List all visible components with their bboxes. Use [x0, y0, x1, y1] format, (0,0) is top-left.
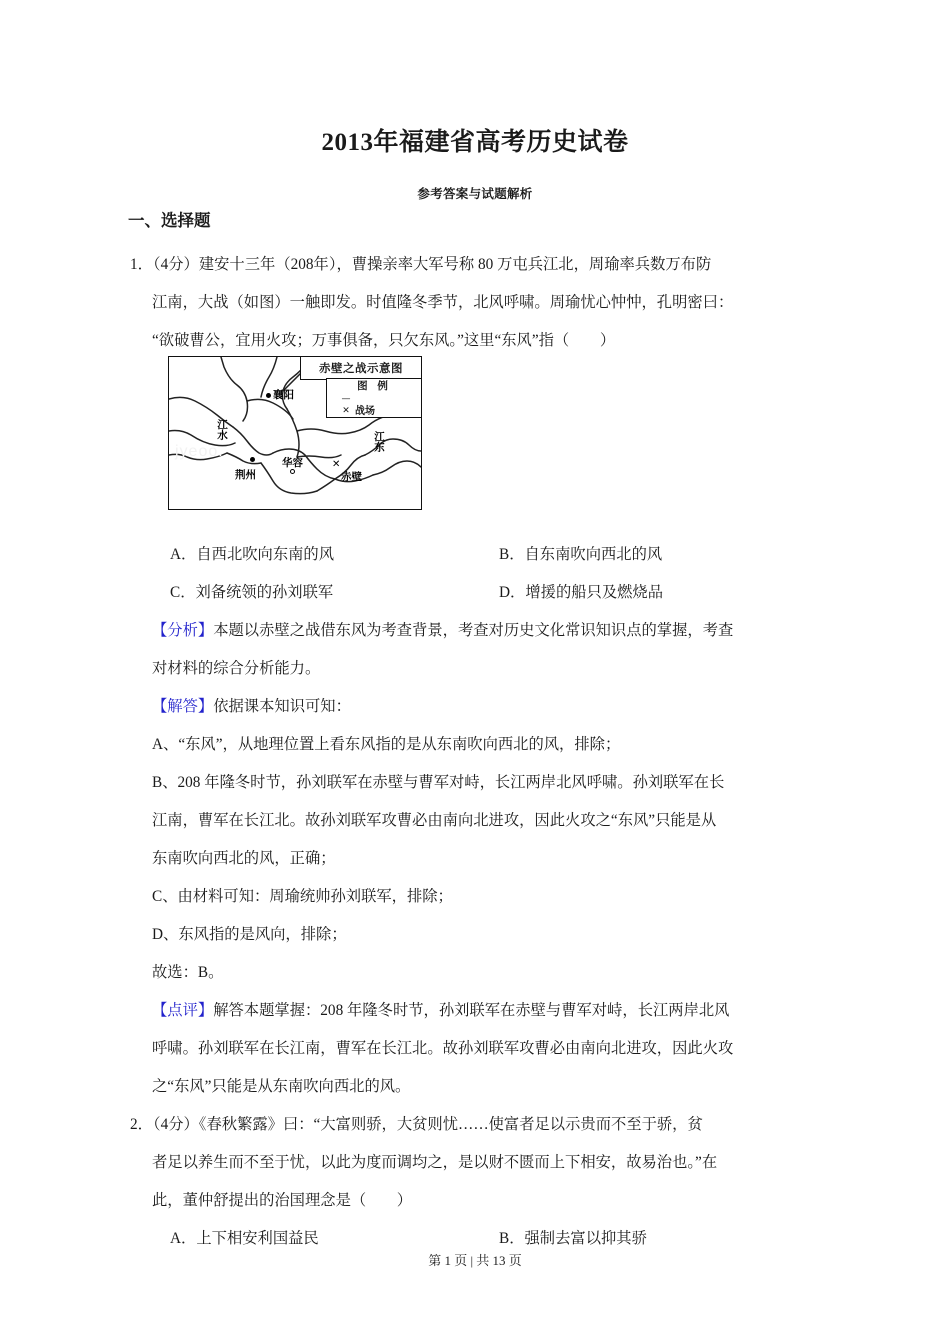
- option-d[interactable]: D．增援的船只及燃烧品: [499, 584, 664, 601]
- option-b[interactable]: B．强制去富以抑其骄: [499, 1230, 647, 1247]
- page-title: 2013年福建省高考历史试卷: [321, 129, 629, 156]
- option-row: [170, 536, 828, 574]
- analysis-text: 本题以赤壁之战借东风为考查背景，考查对历史文化常识知识点的掌握，考查: [213, 622, 734, 639]
- battlefield-symbol-icon: ✕: [342, 405, 350, 416]
- xiangyang-marker: [266, 393, 271, 398]
- question-1-stem-line-2: 江南，大战（如图）一触即发。时值隆冬季节，北风呼啸。周瑜忧心忡忡，孔明密曰：: [152, 294, 734, 311]
- option-row: [170, 574, 828, 612]
- solution-text: 依据课本知识可知：: [213, 698, 351, 715]
- question-1-stem-line-1: 1．（4分）建安十三年（208年），曹操亲率大军号称 80 万屯兵江北，周瑜率兵数万布防: [130, 256, 712, 273]
- map-label-xiangyang: 襄阳: [273, 389, 294, 401]
- question-2: [128, 1106, 828, 1258]
- legend-row-battlefield: [327, 405, 421, 417]
- question-2-stem-line-2: 者足以养生而不至于忧，以此为度而调均之，是以财不匮而上下相安，故易治也。”在: [152, 1154, 718, 1171]
- option-a[interactable]: A．上下相安利国益民: [170, 1230, 319, 1247]
- solution-line: D、东风指的是风向，排除；: [152, 926, 347, 943]
- question-1-options: [128, 536, 828, 612]
- comment-text: 解答本题掌握：208 年隆冬时节，孙刘联军在赤壁与曹军对峙，长江两岸北风: [213, 1002, 730, 1019]
- solution-line: [152, 688, 828, 726]
- map-label-huarong: 华容: [282, 457, 303, 469]
- map-label-jiangshui: 江水: [216, 419, 228, 440]
- question-1-comment: [128, 992, 828, 1106]
- comment-line: 呼啸。孙刘联军在长江南，曹军在长江北。故孙刘联军攻曹必由南向北进攻，因此火攻: [152, 1040, 734, 1057]
- map-legend: [326, 378, 422, 418]
- page-footer: 第 1 页 | 共 13 页: [428, 1253, 522, 1268]
- question-1-solution: [128, 688, 828, 992]
- battlefield-marker-icon: ✕: [332, 459, 341, 470]
- legend-label-battlefield: 战场: [355, 405, 375, 417]
- line-symbol-icon: —: [341, 393, 351, 404]
- question-2-stem-line-3: 此，董仲舒提出的治国理念是（ ）: [152, 1192, 413, 1209]
- question-2-stem-line-1: 2．（4分）《春秋繁露》曰：“大富则骄，大贫则忧……使富者足以示贵而不至于骄，贫: [130, 1116, 703, 1133]
- solution-line: A、“东风”，从地理位置上看东风指的是从东南吹向西北的风，排除；: [152, 736, 621, 753]
- comment-line: 之“东风”只能是从东南吹向西北的风。: [152, 1078, 411, 1095]
- comment-line: [152, 992, 828, 1030]
- legend-title: 图 例: [357, 380, 391, 392]
- section-heading: 一、选择题: [128, 211, 211, 230]
- option-c[interactable]: C．刘备统领的孙刘联军: [170, 584, 334, 601]
- option-a[interactable]: A．自西北吹向东南的风: [170, 546, 335, 563]
- map-title-box: 赤壁之战示意图: [300, 356, 422, 380]
- jingzhou-marker: [250, 457, 255, 462]
- watermark: jyeoo.: [175, 443, 224, 460]
- solution-line: C、由材料可知：周瑜统帅孙刘联军，排除；: [152, 888, 453, 905]
- question-1-analysis: [128, 612, 828, 688]
- question-1-stem-line-3: “欲破曹公，宜用火攻；万事俱备，只欠东风。”这里“东风”指（ ）: [152, 332, 616, 349]
- solution-line: 故选：B。: [152, 964, 224, 981]
- battle-of-red-cliffs-map: [168, 356, 422, 510]
- solution-tag: 【解答】: [152, 698, 214, 715]
- comment-tag: 【点评】: [152, 1002, 214, 1019]
- option-b[interactable]: B．自东南吹向西北的风: [499, 546, 663, 563]
- solution-line: 东南吹向西北的风，正确；: [152, 850, 336, 867]
- page-subtitle: 参考答案与试题解析: [417, 187, 533, 201]
- legend-row-line: [327, 393, 421, 405]
- map-label-jiangdong: 江东: [373, 431, 385, 452]
- analysis-line: [152, 612, 828, 650]
- solution-line: B、208 年隆冬时节，孙刘联军在赤壁与曹军对峙，长江两岸北风呼啸。孙刘联军在长: [152, 774, 725, 791]
- analysis-line: 对材料的综合分析能力。: [152, 660, 321, 677]
- solution-line: 江南，曹军在长江北。故孙刘联军攻曹必由南向北进攻，因此火攻之“东风”只能是从: [152, 812, 717, 829]
- map-label-chibi: 赤壁: [341, 471, 362, 483]
- map-label-jingzhou: 荆州: [235, 469, 256, 481]
- analysis-tag: 【分析】: [152, 622, 214, 639]
